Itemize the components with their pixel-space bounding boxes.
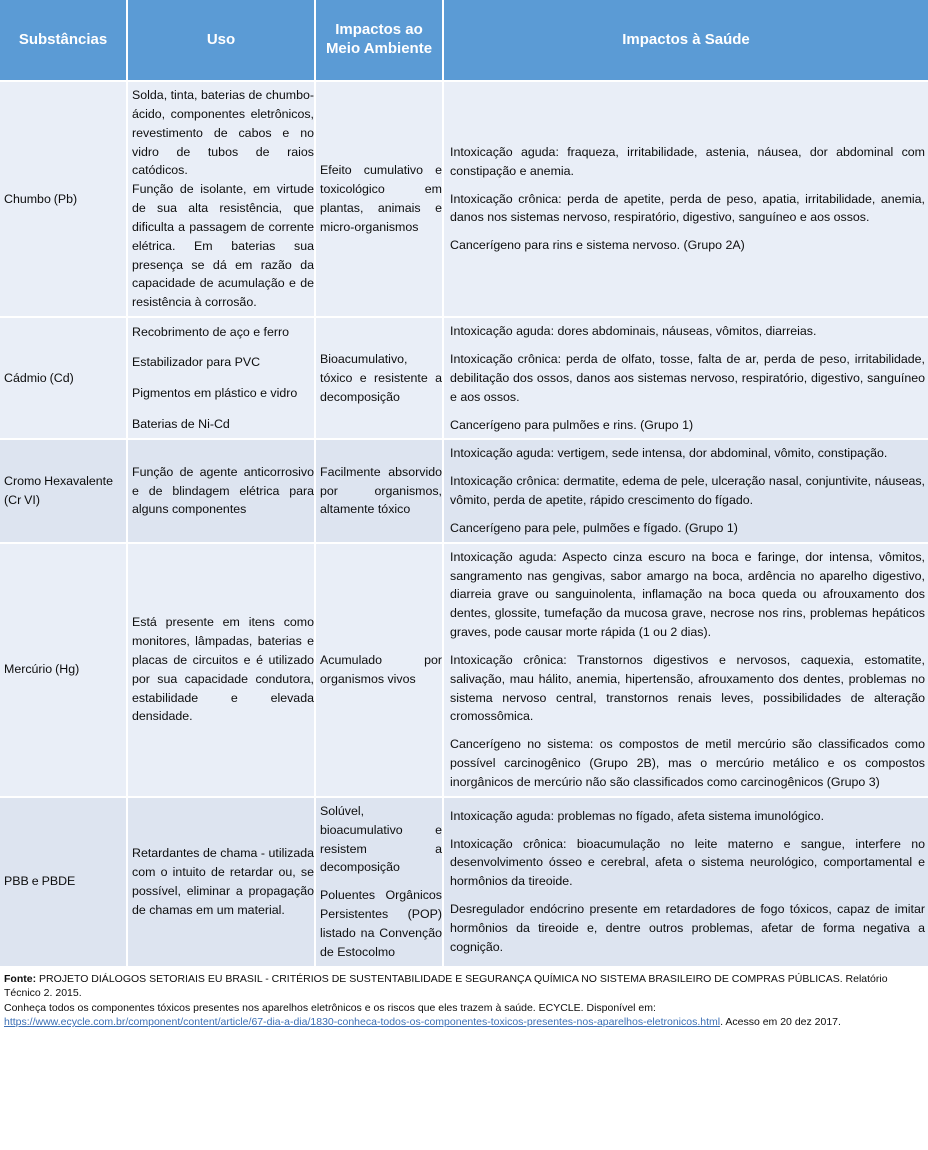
cell-saude: [443, 439, 928, 542]
uso-paragraph: Estabilizador para PVC: [132, 355, 261, 370]
saude-paragraph: Intoxicação aguda: Aspecto cinza escuro na boca e faringe, dor intensa, vômitos, sangramento nas gengivas, sabor amargo na boca, ardência no aparelho digestivo, diarreia grave ou sanguinolenta, inflamação na boca queda ou afrouxamento dos dentes, glossite, tumefação da mucosa grave, necrose nos rins, problemas hepáticos graves, pode causar morte rápida (1 ou 2 dias).: [450, 549, 925, 640]
column-header-impactos-meio-ambiente: Impactos ao Meio Ambiente: [315, 0, 443, 81]
footer-reference: PROJETO DIÁLOGOS SETORIAIS EU BRASIL - CRITÉRIOS DE SUSTENTABILIDADE E SEGURANÇA QUÍMICA NO SISTEMA BRASILEIRO DE COMPRAS PÚBLICAS. Relatório Técnico 2. 2015.: [4, 972, 888, 1000]
uso-paragraph: Função de agente anticorrosivo e de blindagem elétrica para alguns componentes: [132, 464, 314, 517]
column-header-uso: Uso: [127, 0, 315, 81]
footer-line-2: Conheça todos os componentes tóxicos presentes nos aparelhos eletrônicos e os riscos que eles trazem à saúde. ECYCLE. Disponível em:: [4, 1001, 656, 1014]
uso-paragraph: Retardantes de chama - utilizada com o intuito de retardar ou, se possível, eliminar a propagação de chamas em um material.: [132, 846, 314, 917]
saude-paragraph: Intoxicação crônica: perda de olfato, tosse, falta de ar, perda de peso, irritabilidade, debilitação dos ossos, danos aos sistemas nervoso, respiratório, digestivo, sanguíneo e aos ossos.: [450, 351, 925, 404]
table-row: [0, 317, 928, 439]
saude-paragraph: Intoxicação crônica: Transtornos digestivos e nervosos, caquexia, estomatite, salivação, mau hálito, anemia, hipertensão, afrouxamento dos dentes, problemas no sistema nervoso central, transtornos renais leves, possibilidades de alteração cromossômica.: [450, 652, 925, 724]
source-footer: [0, 968, 928, 1036]
footer-access-date: . Acesso em 20 dez 2017.: [720, 1016, 841, 1029]
cell-substance: Chumbo (Pb): [0, 81, 127, 317]
saude-paragraph: Desregulador endócrino presente em retardadores de fogo tóxicos, capaz de imitar hormônios da tireoide e, dentre outros problemas, afetar de forma negativa a cognição.: [450, 902, 925, 954]
cell-substance: Cromo Hexavalente (Cr VI): [0, 439, 127, 542]
saude-paragraph: Intoxicação crônica: perda de apetite, perda de peso, apatia, irritabilidade, anemia, danos nos sistemas nervoso, respiratório, digestivo, sanguíneo e aos ossos.: [450, 191, 925, 225]
column-header-impactos-saude: Impactos à Saúde: [443, 0, 928, 81]
header-row: [0, 0, 928, 81]
ambiente-paragraph: Efeito cumulativo e toxicológico em plantas, animais e micro-organismos: [320, 163, 442, 234]
uso-paragraph: Está presente em itens como monitores, lâmpadas, baterias e placas de circuitos e é utilizado por sua capacidade condutora, estabilidade e elevada densidade.: [132, 615, 314, 724]
cell-uso: [127, 81, 315, 317]
cell-ambiente: [315, 797, 443, 967]
cell-uso: [127, 543, 315, 797]
ambiente-paragraph: Acumulado por organismos vivos: [320, 652, 442, 686]
footer-line-3: [4, 1015, 924, 1029]
ambiente-paragraph: Facilmente absorvido por organismos, altamente tóxico: [320, 464, 442, 517]
cell-ambiente: [315, 317, 443, 439]
cell-substance: Mercúrio (Hg): [0, 543, 127, 797]
saude-paragraph: Intoxicação crônica: dermatite, edema de pele, ulceração nasal, conjuntivite, náuseas, vômito, perda de apetite, rápido crescimento do fígado.: [450, 474, 925, 508]
uso-paragraph: Pigmentos em plástico e vidro: [132, 386, 298, 401]
saude-paragraph: Cancerígeno para rins e sistema nervoso. (Grupo 2A): [450, 238, 745, 253]
cell-uso: [127, 439, 315, 542]
cell-uso: [127, 797, 315, 967]
uso-paragraph: Função de isolante, em virtude de sua alta resistência, que dificulta a passagem de corrente elétrica. Em baterias sua presença se dá em razão da capacidade de acumulação e de resistência à corrosão.: [132, 182, 314, 310]
ambiente-paragraph: Solúvel, bioacumulativo e resistem a decomposição: [320, 803, 442, 875]
cell-uso: [127, 317, 315, 439]
saude-paragraph: Intoxicação aguda: dores abdominais, náuseas, vômitos, diarreias.: [450, 324, 817, 339]
table-body: [0, 81, 928, 967]
cell-ambiente: [315, 543, 443, 797]
saude-paragraph: Cancerígeno no sistema: os compostos de metil mercúrio são classificados como possível carcinogênico (Grupo 2B), mas o mercúrio metálico e os compostos inorgânicos de mercúrio não são classificados como carcinogênicos (Grupo 3): [450, 737, 925, 789]
saude-paragraph: Cancerígeno para pele, pulmões e fígado. (Grupo 1): [450, 520, 738, 535]
table-header: [0, 0, 928, 81]
cell-saude: [443, 797, 928, 967]
table-row: [0, 797, 928, 967]
cell-substance: Cádmio (Cd): [0, 317, 127, 439]
source-link[interactable]: https://www.ecycle.com.br/component/content/article/67-dia-a-dia/1830-conheca-todos-os-componentes-toxicos-presentes-nos-aparelhos-eletronicos.html: [4, 1016, 721, 1029]
cell-ambiente: [315, 439, 443, 542]
cell-saude: [443, 81, 928, 317]
ambiente-paragraph: Poluentes Orgânicos Persistentes (POP) listado na Convenção de Estocolmo: [320, 888, 442, 959]
saude-paragraph: Intoxicação aguda: vertigem, sede intensa, dor abdominal, vômito, constipação.: [450, 446, 888, 461]
table-row: [0, 543, 928, 797]
cell-saude: [443, 317, 928, 439]
cell-ambiente: [315, 81, 443, 317]
saude-paragraph: Intoxicação aguda: fraqueza, irritabilidade, astenia, náusea, dor abdominal com constipação e anemia.: [450, 144, 925, 178]
table-row: [0, 81, 928, 317]
saude-paragraph: Intoxicação aguda: problemas no fígado, afeta sistema imunológico.: [450, 808, 825, 823]
ambiente-paragraph: Bioacumulativo, tóxico e resistente a decomposição: [320, 351, 442, 404]
uso-paragraph: Baterias de Ni-Cd: [132, 417, 230, 432]
table-row: [0, 439, 928, 542]
footer-line-1: [4, 972, 924, 1001]
saude-paragraph: Intoxicação crônica: bioacumulação no leite materno e sangue, interfere no desenvolvimento ósseo e cerebral, afeta o sistema neurológico, comportamental e hormônios da tireoide.: [450, 836, 925, 889]
footer-label: Fonte:: [4, 972, 37, 985]
uso-paragraph: Solda, tinta, baterias de chumbo-ácido, componentes eletrônicos, revestimento de cabos e no vidro de tubos de raios catódicos.: [132, 88, 314, 178]
cell-saude: [443, 543, 928, 797]
column-header-substancias: Substâncias: [0, 0, 127, 81]
uso-paragraph: Recobrimento de aço e ferro: [132, 324, 290, 339]
saude-paragraph: Cancerígeno para pulmões e rins. (Grupo 1): [450, 417, 694, 432]
cell-substance: PBB e PBDE: [0, 797, 127, 967]
